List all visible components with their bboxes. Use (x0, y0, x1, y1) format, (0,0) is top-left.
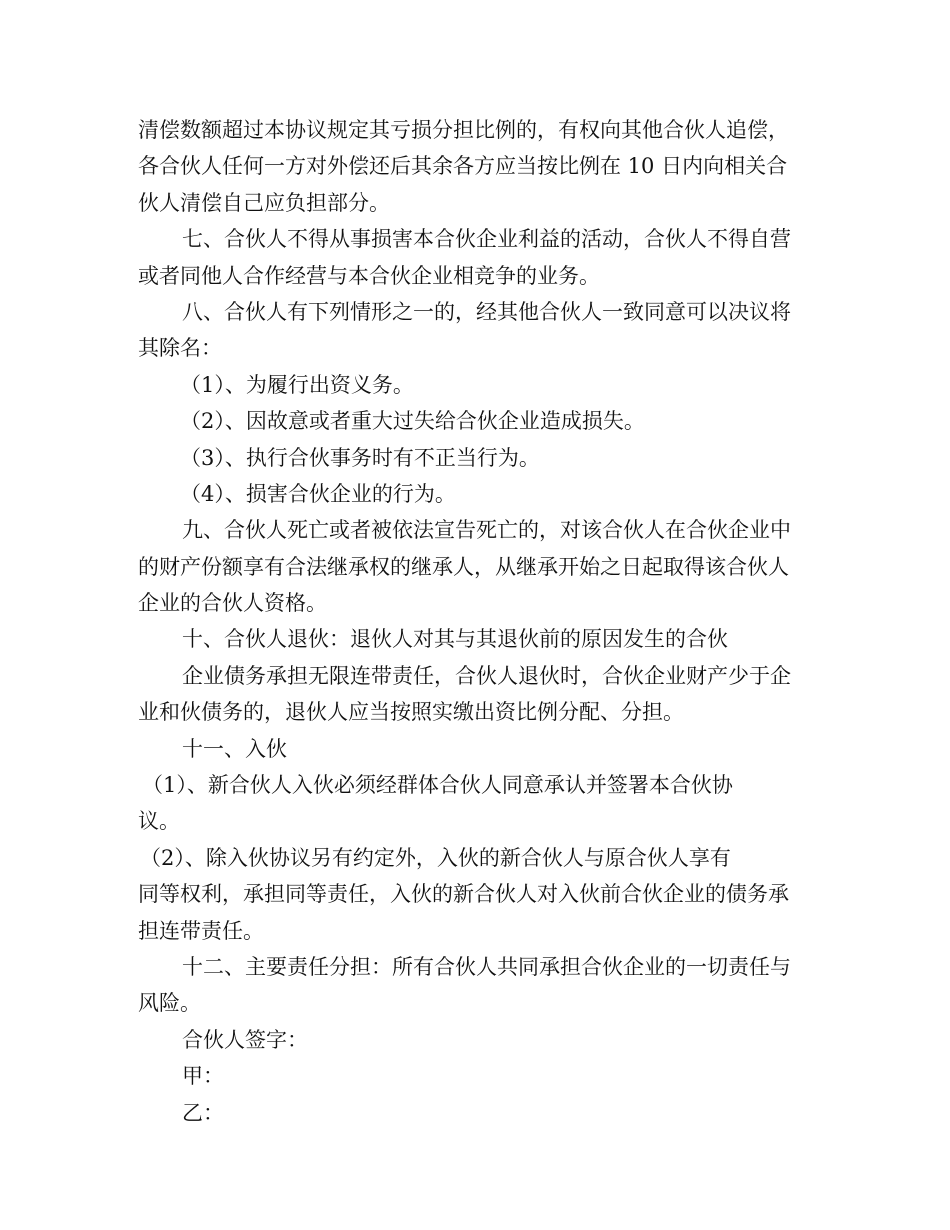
clause-12-line: 十二、主要责任分担：所有合伙人共同承担合伙企业的一切责任与 (182, 954, 791, 979)
list-item: （3）、执行合伙事务时有不正当行为。 (180, 445, 540, 470)
text-line: 业和伙债务的，退伙人应当按照实缴出资比例分配、分担。 (138, 700, 684, 725)
clause-9-line: 九、合伙人死亡或者被依法宣告死亡的，对该合伙人在合伙企业中 (182, 518, 791, 543)
list-item: （1）、新合伙人入伙必须经群体合伙人同意承认并签署本合伙协 (142, 773, 733, 798)
clause-11-heading: 十一、入伙 (182, 736, 287, 761)
clause-7-line: 七、合伙人不得从事损害本合伙企业利益的活动，合伙人不得自营 (182, 227, 791, 252)
signature-party-a: 甲： (182, 1064, 224, 1089)
clause-8-line: 八、合伙人有下列情形之一的，经其他合伙人一致同意可以决议将 (182, 299, 791, 324)
list-item: （1）、为履行出资义务。 (180, 372, 414, 397)
document-body (138, 112, 818, 1131)
text-line: 同等权利，承担同等责任，入伙的新合伙人对入伙前合伙企业的债务承 (138, 882, 789, 907)
clause-10-line: 十、合伙人退伙：退伙人对其与其退伙前的原因发生的合伙 (182, 627, 728, 652)
text-line: 其除名： (138, 336, 222, 361)
text-line: 企业的合伙人资格。 (138, 591, 327, 616)
list-item: （4）、损害合伙企业的行为。 (180, 481, 456, 506)
text-line: 或者同他人合作经营与本合伙企业相竞争的业务。 (138, 263, 600, 288)
text-line: 担连带责任。 (138, 918, 264, 943)
text-line: 的财产份额享有合法继承权的继承人，从继承开始之日起取得该合伙人 (138, 554, 789, 579)
text-line: 各合伙人任何一方对外偿还后其余各方应当按比例在 10 日内向相关合 (138, 154, 788, 179)
text-line: 伙人清偿自己应负担部分。 (138, 190, 390, 215)
list-item: （2）、除入伙协议另有约定外，入伙的新合伙人与原合伙人享有 (140, 845, 731, 870)
text-line: 风险。 (138, 991, 201, 1016)
signature-heading: 合伙人签字： (182, 1027, 308, 1052)
list-item: （2）、因故意或者重大过失给合伙企业造成损失。 (180, 409, 645, 434)
signature-party-b: 乙： (182, 1100, 224, 1125)
text-line: 清偿数额超过本协议规定其亏损分担比例的，有权向其他合伙人追偿， (138, 118, 789, 142)
text-line: 议。 (138, 809, 180, 834)
text-line: 企业债务承担无限连带责任，合伙人退伙时，合伙企业财产少于企 (182, 663, 791, 688)
